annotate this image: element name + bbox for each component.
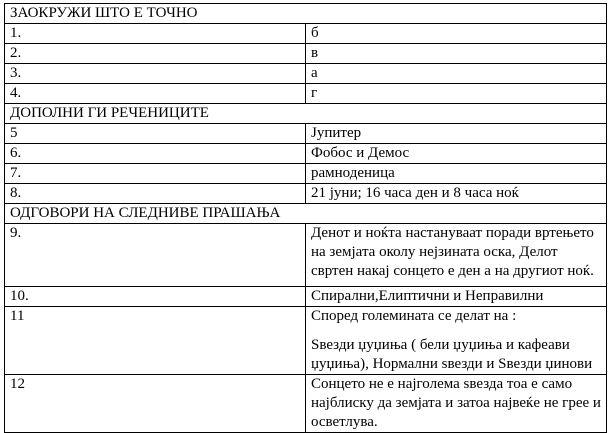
row-number: 6. [5,144,306,164]
row-number: 5 [5,124,306,144]
table-row [5,84,607,104]
row-answer: Јупитер [306,124,607,144]
table-row [5,224,607,287]
row-number: 2. [5,44,306,64]
row-number: 1. [5,24,306,44]
row-answer: г [306,84,607,104]
row-answer: а [306,64,607,84]
row-number: 4. [5,84,306,104]
table-row [5,64,607,84]
table-row [5,287,607,307]
table-row [5,184,607,204]
row-answer-block [306,307,607,375]
row-answer: в [306,44,607,64]
answers-table [4,3,607,433]
paragraph-gap [311,326,601,336]
row-answer: Спирални,Елиптични и Неправилни [306,287,607,307]
section-heading: ЗАОКРУЖИ ШТО Е ТОЧНО [5,4,607,24]
row-answer: Фобос и Демос [306,144,607,164]
table-row [5,375,607,433]
row-number: 10. [5,287,306,307]
table-row [5,164,607,184]
row-number: 7. [5,164,306,184]
section-heading-circle-correct [5,4,607,24]
row-answer: Сонцето не е најголема ѕвезда тоа е само најблиску да земјата и затоа највеќе не грее и осветлува. [306,375,607,433]
row-number: 9. [5,224,306,287]
row-answer: Ѕвезди џуџиња ( бели џуџиња и кафеави џуџиња), Нормални ѕвезди и Ѕвезди џинови [311,337,593,372]
table-row [5,44,607,64]
section-heading: ДОПОЛНИ ГИ РЕЧЕНИЦИТЕ [5,104,607,124]
row-number: 8. [5,184,306,204]
row-answer-intro: Според големината се делат на : [311,308,517,324]
row-answer: 21 јуни; 16 часа ден и 8 часа ноќ [306,184,607,204]
table-row [5,307,607,375]
section-heading: ОДГОВОРИ НА СЛЕДНИВЕ ПРАШАЊА [5,204,607,224]
row-number: 3. [5,64,306,84]
row-answer: б [306,24,607,44]
table-row [5,144,607,164]
row-number: 11 [5,307,306,375]
table-row [5,24,607,44]
row-answer: рамноденица [306,164,607,184]
row-answer: Денот и ноќта настануваат поради вртењето на земјата околу нејзината оска, Делот свртен накај сонцето е ден а на другиот ноќ. [306,224,607,287]
section-heading-answer-questions [5,204,607,224]
table-row [5,124,607,144]
row-number: 12 [5,375,306,433]
section-heading-complete-sentences [5,104,607,124]
